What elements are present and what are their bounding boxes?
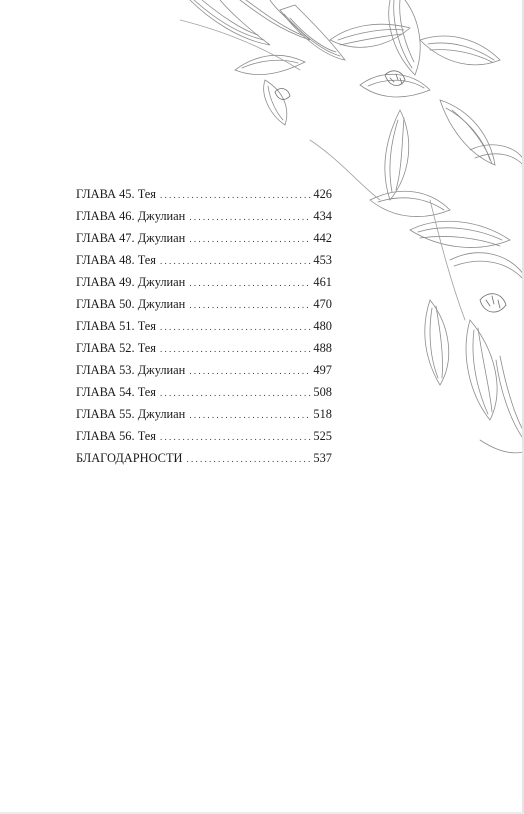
toc-page-number: 508	[313, 385, 332, 399]
toc-page-number: 537	[313, 451, 332, 465]
toc-entry[interactable]	[76, 183, 332, 205]
toc-entry-title: ГЛАВА 51. Тея	[76, 319, 156, 333]
toc-dot-leader	[189, 228, 311, 250]
toc-entry[interactable]	[76, 425, 332, 447]
toc-dot-leader	[189, 206, 311, 228]
toc-entry[interactable]	[76, 249, 332, 271]
toc-entry-title: ГЛАВА 53. Джулиан	[76, 363, 186, 377]
toc-page-number: 518	[313, 407, 332, 421]
toc-page-number: 525	[313, 429, 332, 443]
toc-dot-leader	[160, 426, 311, 448]
toc-dot-leader	[160, 338, 311, 360]
toc-entry[interactable]	[76, 403, 332, 425]
table-of-contents	[76, 183, 332, 469]
toc-entry-title: ГЛАВА 48. Тея	[76, 253, 156, 267]
toc-entry[interactable]	[76, 337, 332, 359]
toc-dot-leader	[189, 294, 311, 316]
toc-dot-leader	[186, 448, 311, 470]
toc-entry-title: ГЛАВА 45. Тея	[76, 187, 156, 201]
toc-entry[interactable]	[76, 227, 332, 249]
toc-dot-leader	[189, 272, 311, 294]
toc-page-number: 488	[313, 341, 332, 355]
toc-page-number: 470	[313, 297, 332, 311]
toc-page-number: 426	[313, 187, 332, 201]
toc-dot-leader	[189, 404, 311, 426]
toc-entry-title: ГЛАВА 54. Тея	[76, 385, 156, 399]
toc-entry[interactable]	[76, 271, 332, 293]
toc-dot-leader	[160, 382, 311, 404]
toc-page-number: 497	[313, 363, 332, 377]
toc-dot-leader	[160, 250, 311, 272]
toc-dot-leader	[160, 316, 311, 338]
toc-dot-leader	[160, 184, 311, 206]
toc-entry-title: ГЛАВА 47. Джулиан	[76, 231, 186, 245]
toc-entry[interactable]	[76, 315, 332, 337]
toc-entry-title: ГЛАВА 49. Джулиан	[76, 275, 186, 289]
toc-entry-title: ГЛАВА 46. Джулиан	[76, 209, 186, 223]
toc-entry[interactable]	[76, 359, 332, 381]
toc-page-number: 453	[313, 253, 332, 267]
toc-entry[interactable]	[76, 447, 332, 469]
toc-page-number: 480	[313, 319, 332, 333]
toc-page-number: 461	[313, 275, 332, 289]
toc-entry-title: ГЛАВА 50. Джулиан	[76, 297, 186, 311]
toc-page-number: 434	[313, 209, 332, 223]
toc-dot-leader	[189, 360, 311, 382]
toc-entry[interactable]	[76, 381, 332, 403]
toc-entry[interactable]	[76, 293, 332, 315]
toc-entry-title: БЛАГОДАРНОСТИ	[76, 451, 183, 465]
toc-entry[interactable]	[76, 205, 332, 227]
toc-entry-title: ГЛАВА 56. Тея	[76, 429, 156, 443]
toc-entry-title: ГЛАВА 55. Джулиан	[76, 407, 186, 421]
toc-entry-title: ГЛАВА 52. Тея	[76, 341, 156, 355]
toc-page-number: 442	[313, 231, 332, 245]
